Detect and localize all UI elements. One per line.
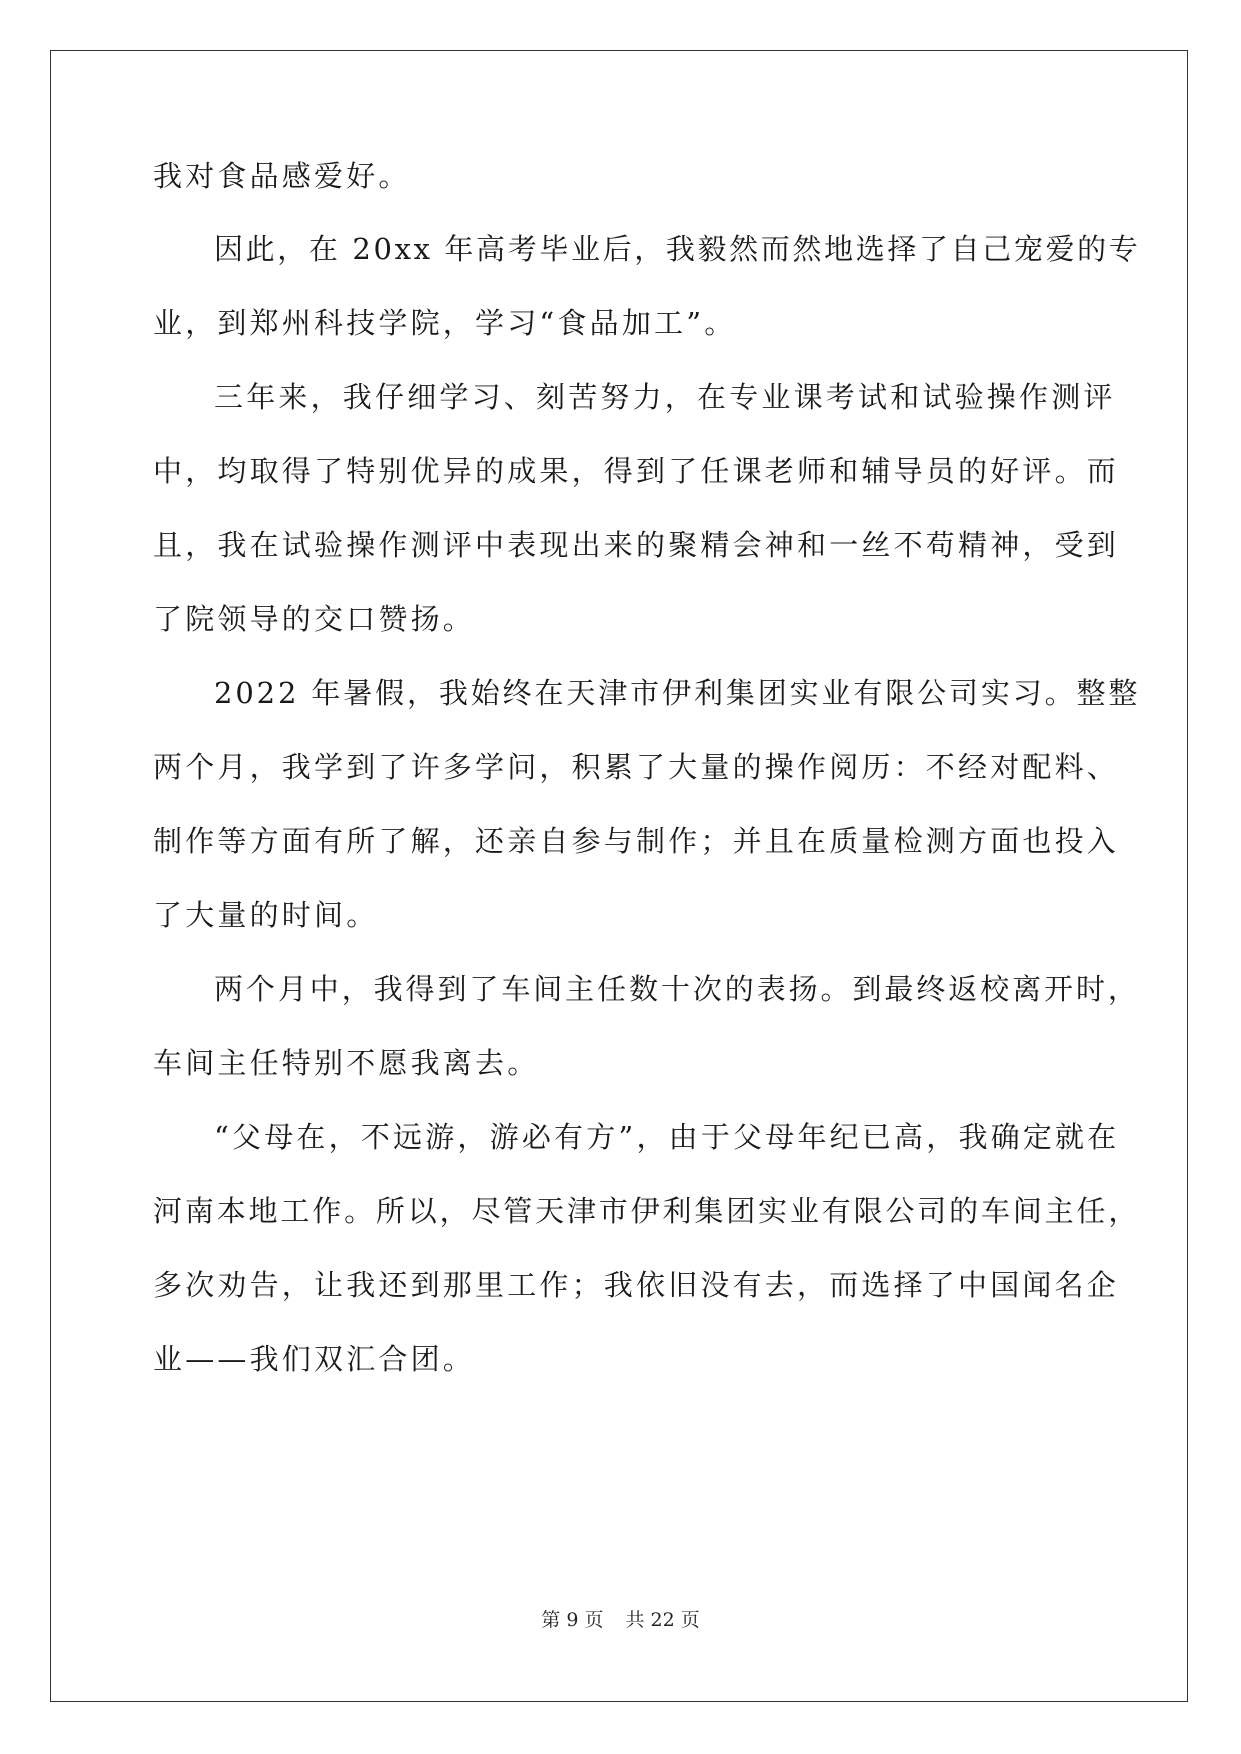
text-line: 了院领导的交口赞扬。 (153, 602, 476, 636)
text-line: 了大量的时间。 (153, 898, 379, 932)
text-line: “父母在，不远游，游必有方”，由于父母年纪已高，我确定就在 (214, 1120, 1120, 1154)
text-line: 因此，在 20xx 年高考毕业后，我毅然而然地选择了自己宠爱的专 (214, 232, 1141, 266)
text-line: 且，我在试验操作测评中表现出来的聚精会神和一丝不苟精神，受到 (153, 528, 1120, 562)
text-line: 车间主任特别不愿我离去。 (153, 1046, 540, 1080)
text-line: 两个月中，我得到了车间主任数十次的表扬。到最终返校离开时， (214, 972, 1140, 1006)
text-line: 两个月，我学到了许多学问，积累了大量的操作阅历：不经对配料、 (153, 750, 1120, 784)
page-border (50, 50, 1188, 1702)
page-footer (0, 1608, 1241, 1632)
page-total: 共 22 页 (625, 1609, 700, 1631)
page-number: 第 9 页 (541, 1609, 604, 1631)
text-line: 中，均取得了特别优异的成果，得到了任课老师和辅导员的好评。而 (153, 454, 1120, 488)
text-line: 业——我们双汇合团。 (153, 1342, 476, 1376)
text-line: 三年来，我仔细学习、刻苦努力，在专业课考试和试验操作测评 (214, 380, 1116, 414)
text-line: 2022 年暑假，我始终在天津市伊利集团实业有限公司实习。整整 (214, 676, 1141, 710)
text-line: 业，到郑州科技学院，学习“食品加工”。 (153, 306, 737, 340)
text-line: 制作等方面有所了解，还亲自参与制作；并且在质量检测方面也投入 (153, 824, 1120, 858)
text-line: 我对食品感爱好。 (153, 159, 411, 193)
text-line: 河南本地工作。所以，尽管天津市伊利集团实业有限公司的车间主任， (153, 1194, 1141, 1228)
text-line: 多次劝告，让我还到那里工作；我依旧没有去，而选择了中国闻名企 (153, 1268, 1120, 1302)
